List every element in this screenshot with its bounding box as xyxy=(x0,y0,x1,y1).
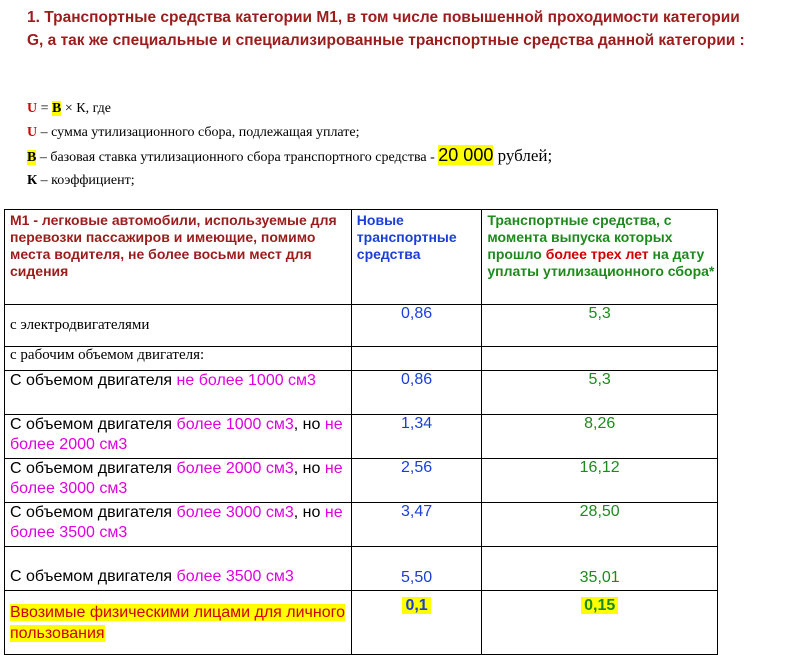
header-old-text-a: Транспортные средства, с момента выпуска которых прошло xyxy=(487,212,673,262)
row-label: с электродвигателями xyxy=(5,305,352,347)
coefficient-table xyxy=(4,209,718,655)
row-label xyxy=(5,503,352,547)
definition-text: – коэффициент; xyxy=(37,173,135,188)
row-label xyxy=(5,415,352,459)
value-old: 5,3 xyxy=(482,305,718,347)
volume-max: не более 3000 см3 xyxy=(10,460,343,497)
row-text: , но xyxy=(293,460,325,477)
formula-rest: × К, где xyxy=(61,101,111,116)
row-label xyxy=(5,547,352,591)
header-new: Новые транспортные средства xyxy=(351,210,482,305)
table-row xyxy=(5,415,718,459)
header-category: М1 - легковые автомобили, используемые для перевозки пассажиров и имеющие, помимо места водителя, не более восьми мест для сидения xyxy=(5,210,352,305)
table-row xyxy=(5,371,718,415)
formula-line xyxy=(27,100,111,118)
value-new: 5,50 xyxy=(351,547,482,591)
table-row xyxy=(5,347,718,371)
definition-text: – сумма утилизационного сбора, подлежащая уплате; xyxy=(37,125,360,140)
volume-min: более 3000 см3 xyxy=(176,504,294,521)
table-header-row xyxy=(5,210,718,305)
var-k: К xyxy=(27,173,38,188)
base-rate-amount: 20 000 xyxy=(438,145,494,165)
value-new: 3,47 xyxy=(351,503,482,547)
header-old xyxy=(482,210,718,305)
volume-max: не более 3500 см3 xyxy=(10,504,343,541)
row-text: С объемом двигателя xyxy=(10,504,177,521)
row-label: с рабочим объемом двигателя: xyxy=(5,347,352,371)
value-old: 5,3 xyxy=(482,371,718,415)
currency-label: рублей; xyxy=(493,146,553,165)
volume-max: не более 2000 см3 xyxy=(10,416,343,453)
var-u: U xyxy=(27,101,38,116)
row-text: , но xyxy=(293,504,325,521)
value-new: 0,86 xyxy=(351,305,482,347)
personal-new-value: 0,1 xyxy=(402,597,430,614)
table-row xyxy=(5,503,718,547)
row-label xyxy=(5,459,352,503)
definition-text: – базовая ставка утилизационного сбора транспортного средства - xyxy=(36,150,439,165)
definition-b xyxy=(27,146,552,167)
empty-cell xyxy=(351,347,482,371)
value-old: 8,26 xyxy=(482,415,718,459)
row-text: С объемом двигателя xyxy=(10,460,177,477)
empty-cell xyxy=(482,347,718,371)
section-title: 1. Транспортные средства категории М1, в том числе повышенной проходимости категории G, а так же специальные и специализированные транспортные средства данной категории : xyxy=(27,9,745,49)
definition-u xyxy=(27,124,360,142)
table-row xyxy=(5,459,718,503)
definition-k xyxy=(27,172,135,190)
row-label xyxy=(5,591,352,655)
row-text: С объемом двигателя xyxy=(10,372,177,389)
header-old-highlight: более трех лет xyxy=(545,246,649,262)
volume-min: более 1000 см3 xyxy=(176,416,294,433)
equals: = xyxy=(37,101,53,116)
value-new: 0,86 xyxy=(351,371,482,415)
table-row xyxy=(5,547,718,591)
table-row xyxy=(5,591,718,655)
var-u: U xyxy=(27,125,38,140)
volume-min: более 3500 см3 xyxy=(176,568,294,585)
value-old: 16,12 xyxy=(482,459,718,503)
value-new: 2,56 xyxy=(351,459,482,503)
personal-use-label: Ввозимые физическими лицами для личного пользования xyxy=(10,603,345,642)
header-old-text-c: на дату уплаты утилизационного сбора* xyxy=(487,246,715,279)
row-text: , но xyxy=(293,416,325,433)
value-new: 1,34 xyxy=(351,415,482,459)
value-old: 28,50 xyxy=(482,503,718,547)
value-old xyxy=(482,591,718,655)
value-old: 35,01 xyxy=(482,547,718,591)
var-b: B xyxy=(27,150,37,165)
value-new xyxy=(351,591,482,655)
volume-limit: не более 1000 см3 xyxy=(176,372,316,389)
personal-old-value: 0,15 xyxy=(581,597,618,614)
table-row xyxy=(5,305,718,347)
row-label xyxy=(5,371,352,415)
row-text: С объемом двигателя xyxy=(10,416,177,433)
volume-min: более 2000 см3 xyxy=(176,460,294,477)
row-text: С объемом двигателя xyxy=(10,568,177,585)
var-b: B xyxy=(52,101,62,116)
